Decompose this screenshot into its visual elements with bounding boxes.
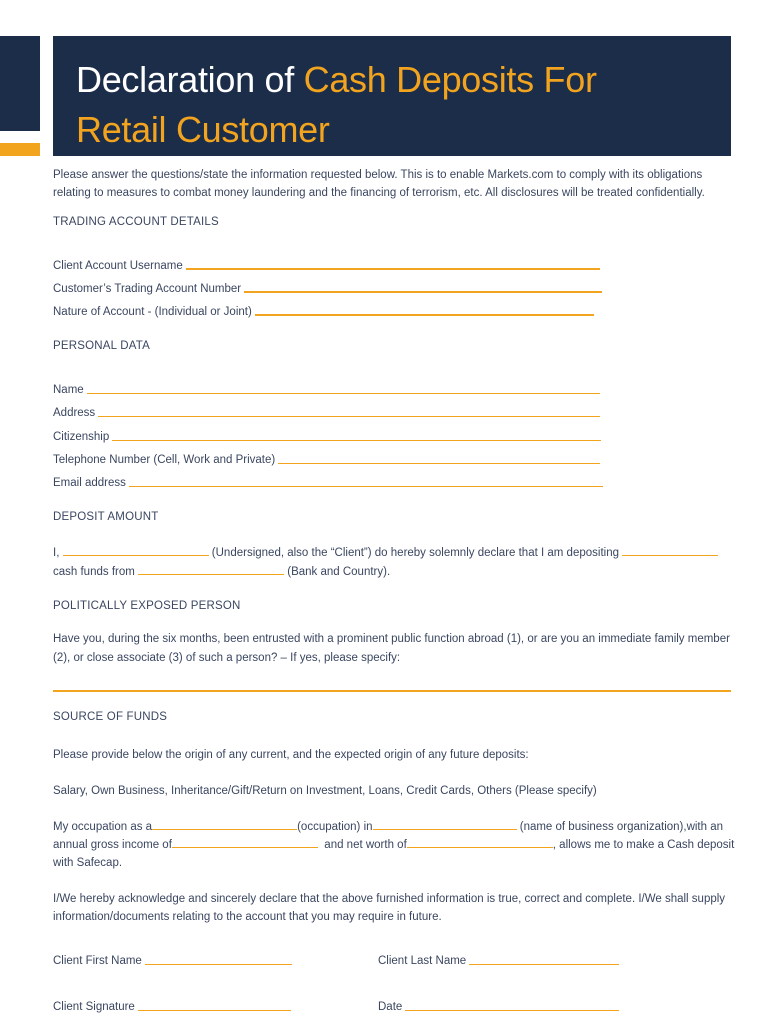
title-plain: Declaration of bbox=[76, 59, 304, 100]
email-field[interactable] bbox=[129, 486, 603, 487]
accent-bar-orange bbox=[0, 143, 40, 156]
undersigned-name-field[interactable] bbox=[63, 544, 209, 556]
telephone-row bbox=[53, 450, 600, 466]
title-banner bbox=[53, 36, 731, 156]
signature-row bbox=[53, 997, 291, 1013]
occupation-text-6: , allows me to make a Cash deposit bbox=[552, 839, 735, 851]
pep-line-2: (2), or close associate (3) of such a person? – If yes, please specify: bbox=[53, 652, 401, 664]
name-row bbox=[53, 380, 600, 396]
deposit-text-from: cash funds from bbox=[53, 566, 135, 578]
address-field[interactable] bbox=[98, 416, 600, 417]
business-organization-field[interactable] bbox=[373, 818, 517, 830]
username-row bbox=[53, 256, 600, 272]
deposit-amount-field[interactable] bbox=[622, 544, 718, 556]
accent-bar-navy bbox=[0, 36, 40, 131]
deposit-text-bank: (Bank and Country). bbox=[287, 566, 391, 578]
acknowledge-line-1: I/We hereby acknowledge and sincerely declare that the above furnished information is true, correct and complete. I/We shall supply bbox=[53, 893, 726, 905]
date-label: Date bbox=[378, 1001, 403, 1013]
nature-row bbox=[53, 302, 594, 318]
title-highlight-1: Cash Deposits For bbox=[303, 59, 597, 100]
pep-specify-field[interactable] bbox=[53, 690, 731, 692]
occupation-text-5: and net worth of bbox=[324, 839, 407, 851]
last-name-label: Client Last Name bbox=[378, 955, 467, 967]
section-funds-heading: SOURCE OF FUNDS bbox=[53, 711, 168, 723]
last-name-field[interactable] bbox=[469, 964, 619, 965]
citizenship-row bbox=[53, 427, 601, 443]
occupation-text-3: (name of business organization),with an bbox=[519, 821, 724, 833]
acknowledge-line-2: information/documents relating to the account that you may require in future. bbox=[53, 911, 442, 923]
account-number-row bbox=[53, 279, 602, 295]
username-field[interactable] bbox=[186, 268, 600, 270]
bank-country-field[interactable] bbox=[138, 563, 284, 575]
occupation-line-1 bbox=[53, 818, 723, 837]
date-field[interactable] bbox=[405, 1010, 619, 1011]
pep-line-1: Have you, during the six months, been entrusted with a prominent public function abroad (1), or are you an immediate family member bbox=[53, 633, 730, 645]
funds-options: Salary, Own Business, Inheritance/Gift/Return on Investment, Loans, Credit Cards, Others (Please specify) bbox=[53, 785, 597, 797]
account-number-field[interactable] bbox=[244, 291, 602, 293]
nature-label: Nature of Account - (Individual or Joint) bbox=[53, 306, 252, 318]
deposit-line-2 bbox=[53, 563, 390, 582]
occupation-text-2: (occupation) in bbox=[297, 821, 373, 833]
email-label: Email address bbox=[53, 477, 126, 489]
occupation-text-4: annual gross income of bbox=[53, 839, 172, 851]
last-name-row bbox=[378, 951, 619, 967]
funds-instruction: Please provide below the origin of any current, and the expected origin of any future deposits: bbox=[53, 749, 529, 761]
first-name-label: Client First Name bbox=[53, 955, 142, 967]
account-number-label: Customer’s Trading Account Number bbox=[53, 283, 242, 295]
telephone-field[interactable] bbox=[278, 463, 600, 464]
signature-label: Client Signature bbox=[53, 1001, 135, 1013]
occupation-text-1: My occupation as a bbox=[53, 821, 153, 833]
citizenship-label: Citizenship bbox=[53, 431, 110, 443]
section-pep-heading: POLITICALLY EXPOSED PERSON bbox=[53, 600, 241, 612]
name-label: Name bbox=[53, 384, 84, 396]
intro-line-1: Please answer the questions/state the information requested below. This is to enable Markets.com to comply with its obligations bbox=[53, 169, 703, 181]
nature-field[interactable] bbox=[255, 314, 594, 316]
deposit-text-declare: (Undersigned, also the “Client”) do hereby solemnly declare that I am depositing bbox=[211, 547, 619, 559]
first-name-row bbox=[53, 951, 292, 967]
annual-income-field[interactable] bbox=[172, 836, 318, 848]
email-row bbox=[53, 473, 603, 489]
name-field[interactable] bbox=[87, 393, 600, 394]
section-deposit-heading: DEPOSIT AMOUNT bbox=[53, 511, 159, 523]
first-name-field[interactable] bbox=[145, 964, 292, 965]
citizenship-field[interactable] bbox=[112, 440, 601, 441]
net-worth-field[interactable] bbox=[407, 836, 553, 848]
address-row bbox=[53, 403, 600, 419]
page-title bbox=[76, 55, 597, 155]
signature-field[interactable] bbox=[138, 1010, 291, 1011]
username-label: Client Account Username bbox=[53, 260, 183, 272]
occupation-line-3: with Safecap. bbox=[53, 857, 123, 869]
deposit-text-i: I, bbox=[53, 547, 60, 559]
address-label: Address bbox=[53, 407, 96, 419]
date-row bbox=[378, 997, 619, 1013]
telephone-label: Telephone Number (Cell, Work and Private) bbox=[53, 454, 276, 466]
section-trading-heading: TRADING ACCOUNT DETAILS bbox=[53, 216, 219, 228]
occupation-line-2 bbox=[53, 836, 734, 855]
section-personal-heading: PERSONAL DATA bbox=[53, 340, 150, 352]
intro-line-2: relating to measures to combat money laundering and the financing of terrorism, etc. All disclosures will be treated confidentially. bbox=[53, 187, 705, 199]
title-highlight-2: Retail Customer bbox=[76, 109, 330, 150]
deposit-line-1 bbox=[53, 544, 718, 563]
occupation-field[interactable] bbox=[152, 818, 297, 830]
